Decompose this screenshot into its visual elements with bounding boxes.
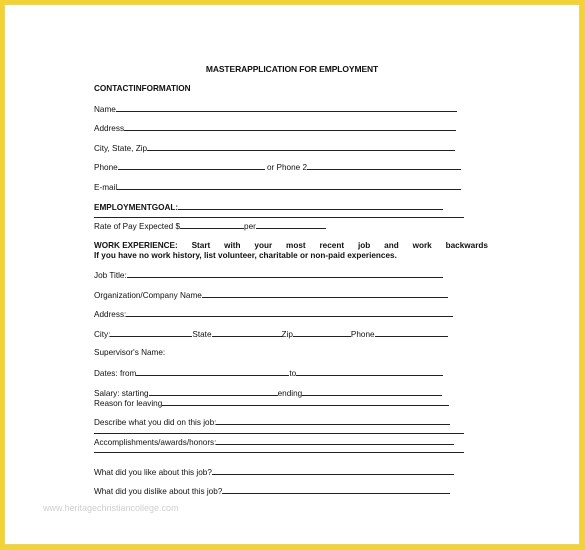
address-field[interactable] xyxy=(94,122,456,134)
employment-goal-extra-line[interactable] xyxy=(94,217,464,218)
instr-word: Start xyxy=(191,241,211,250)
accomplishments-extra-line[interactable] xyxy=(94,452,464,453)
instr-word: work xyxy=(412,241,432,250)
salary-ending-label: ending xyxy=(277,389,303,398)
disliked-blank[interactable] xyxy=(222,485,450,494)
phone-label: Phone xyxy=(94,163,118,172)
name-field[interactable] xyxy=(94,103,457,115)
instr-word: your xyxy=(254,241,273,250)
instr-word: with xyxy=(224,241,241,250)
liked-field[interactable] xyxy=(94,466,454,478)
work-zip-blank[interactable] xyxy=(293,328,351,337)
contact-heading: CONTACTINFORMATION xyxy=(94,84,191,93)
instr-word: job xyxy=(357,241,371,250)
salary-end-blank[interactable] xyxy=(302,387,442,396)
instr-word: backwards xyxy=(445,241,488,250)
document-title: MASTERAPPLICATION FOR EMPLOYMENT xyxy=(205,64,379,74)
disliked-label: What did you dislike about this job? xyxy=(94,487,223,496)
phone-blank[interactable] xyxy=(118,161,265,170)
describe-field[interactable] xyxy=(94,416,450,428)
liked-blank[interactable] xyxy=(212,466,454,475)
dates-field[interactable] xyxy=(94,367,443,379)
org-company-field[interactable] xyxy=(94,289,448,301)
name-blank[interactable] xyxy=(116,103,457,112)
instr-word: most xyxy=(286,241,306,250)
address-label: Address xyxy=(94,124,125,133)
phone2-blank[interactable] xyxy=(307,161,461,170)
describe-blank[interactable] xyxy=(216,416,450,425)
disliked-field[interactable] xyxy=(94,485,450,497)
accomplishments-blank[interactable] xyxy=(216,436,454,445)
work-address-blank[interactable] xyxy=(126,308,453,317)
employment-goal-label: EMPLOYMENTGOAL: xyxy=(94,203,179,212)
city-state-zip-label: City, State, Zip xyxy=(94,144,148,153)
work-experience-label: WORK EXPERIENCE: xyxy=(94,241,178,250)
address-blank[interactable] xyxy=(124,122,456,131)
reason-leaving-field[interactable] xyxy=(94,397,449,409)
job-title-field[interactable] xyxy=(94,269,443,281)
work-phone-label: Phone xyxy=(350,330,375,339)
employment-goal-blank[interactable] xyxy=(178,201,443,210)
work-city-blank[interactable] xyxy=(110,328,192,337)
org-company-blank[interactable] xyxy=(202,289,448,298)
describe-extra-line[interactable] xyxy=(94,433,464,434)
work-experience-heading xyxy=(94,241,488,261)
work-zip-label: Zip xyxy=(281,330,293,339)
instr-word: recent xyxy=(319,241,345,250)
rate-per-blank[interactable] xyxy=(256,220,326,229)
reason-leaving-blank[interactable] xyxy=(162,397,449,406)
salary-starting-label: Salary: starting xyxy=(94,389,149,398)
rate-of-pay-label: Rate of Pay Expected $ xyxy=(94,222,181,231)
dates-from-blank[interactable] xyxy=(136,367,289,376)
email-field[interactable] xyxy=(94,181,461,193)
work-state-blank[interactable] xyxy=(212,328,282,337)
work-city-row[interactable] xyxy=(94,328,448,340)
job-title-blank[interactable] xyxy=(127,269,443,278)
no-history-note: If you have no work history, list volunteer, charitable or non-paid experiences. xyxy=(94,251,397,260)
watermark: www.heritagechristiancollege.com xyxy=(43,503,179,513)
job-title-label: Job Title: xyxy=(94,271,127,280)
work-address-field[interactable] xyxy=(94,308,453,320)
dates-from-label: Dates: from xyxy=(94,369,137,378)
dates-to-label: to xyxy=(289,369,297,378)
accomplishments-label: Accomplishments/awards/honors: xyxy=(94,438,217,447)
describe-label: Describe what you did on this job: xyxy=(94,418,217,427)
liked-label: What did you like about this job? xyxy=(94,468,212,477)
email-blank[interactable] xyxy=(117,181,461,190)
employment-goal-field[interactable] xyxy=(94,201,443,213)
phone-field[interactable] xyxy=(94,161,461,173)
reason-leaving-label: Reason for leaving xyxy=(94,399,163,408)
document-page xyxy=(4,4,580,545)
work-experience-row xyxy=(94,241,488,251)
work-address-label: Address: xyxy=(94,310,127,319)
city-state-zip-blank[interactable] xyxy=(147,142,455,151)
per-label: per xyxy=(244,222,256,231)
rate-of-pay-field[interactable] xyxy=(94,220,326,232)
phone2-label: or Phone 2 xyxy=(266,163,308,172)
name-label: Name xyxy=(94,105,116,114)
work-phone-blank[interactable] xyxy=(375,328,448,337)
instr-word: and xyxy=(384,241,399,250)
rate-amount-blank[interactable] xyxy=(180,220,244,229)
org-company-label: Organization/Company Name xyxy=(94,291,202,300)
work-city-label: City: xyxy=(94,330,111,339)
email-label: E-mail xyxy=(94,183,118,192)
salary-start-blank[interactable] xyxy=(149,387,278,396)
accomplishments-field[interactable] xyxy=(94,436,454,448)
supervisor-label: Supervisor's Name: xyxy=(94,348,166,357)
city-state-zip-field[interactable] xyxy=(94,142,455,154)
work-state-label: State xyxy=(192,330,212,339)
dates-to-blank[interactable] xyxy=(296,367,443,376)
